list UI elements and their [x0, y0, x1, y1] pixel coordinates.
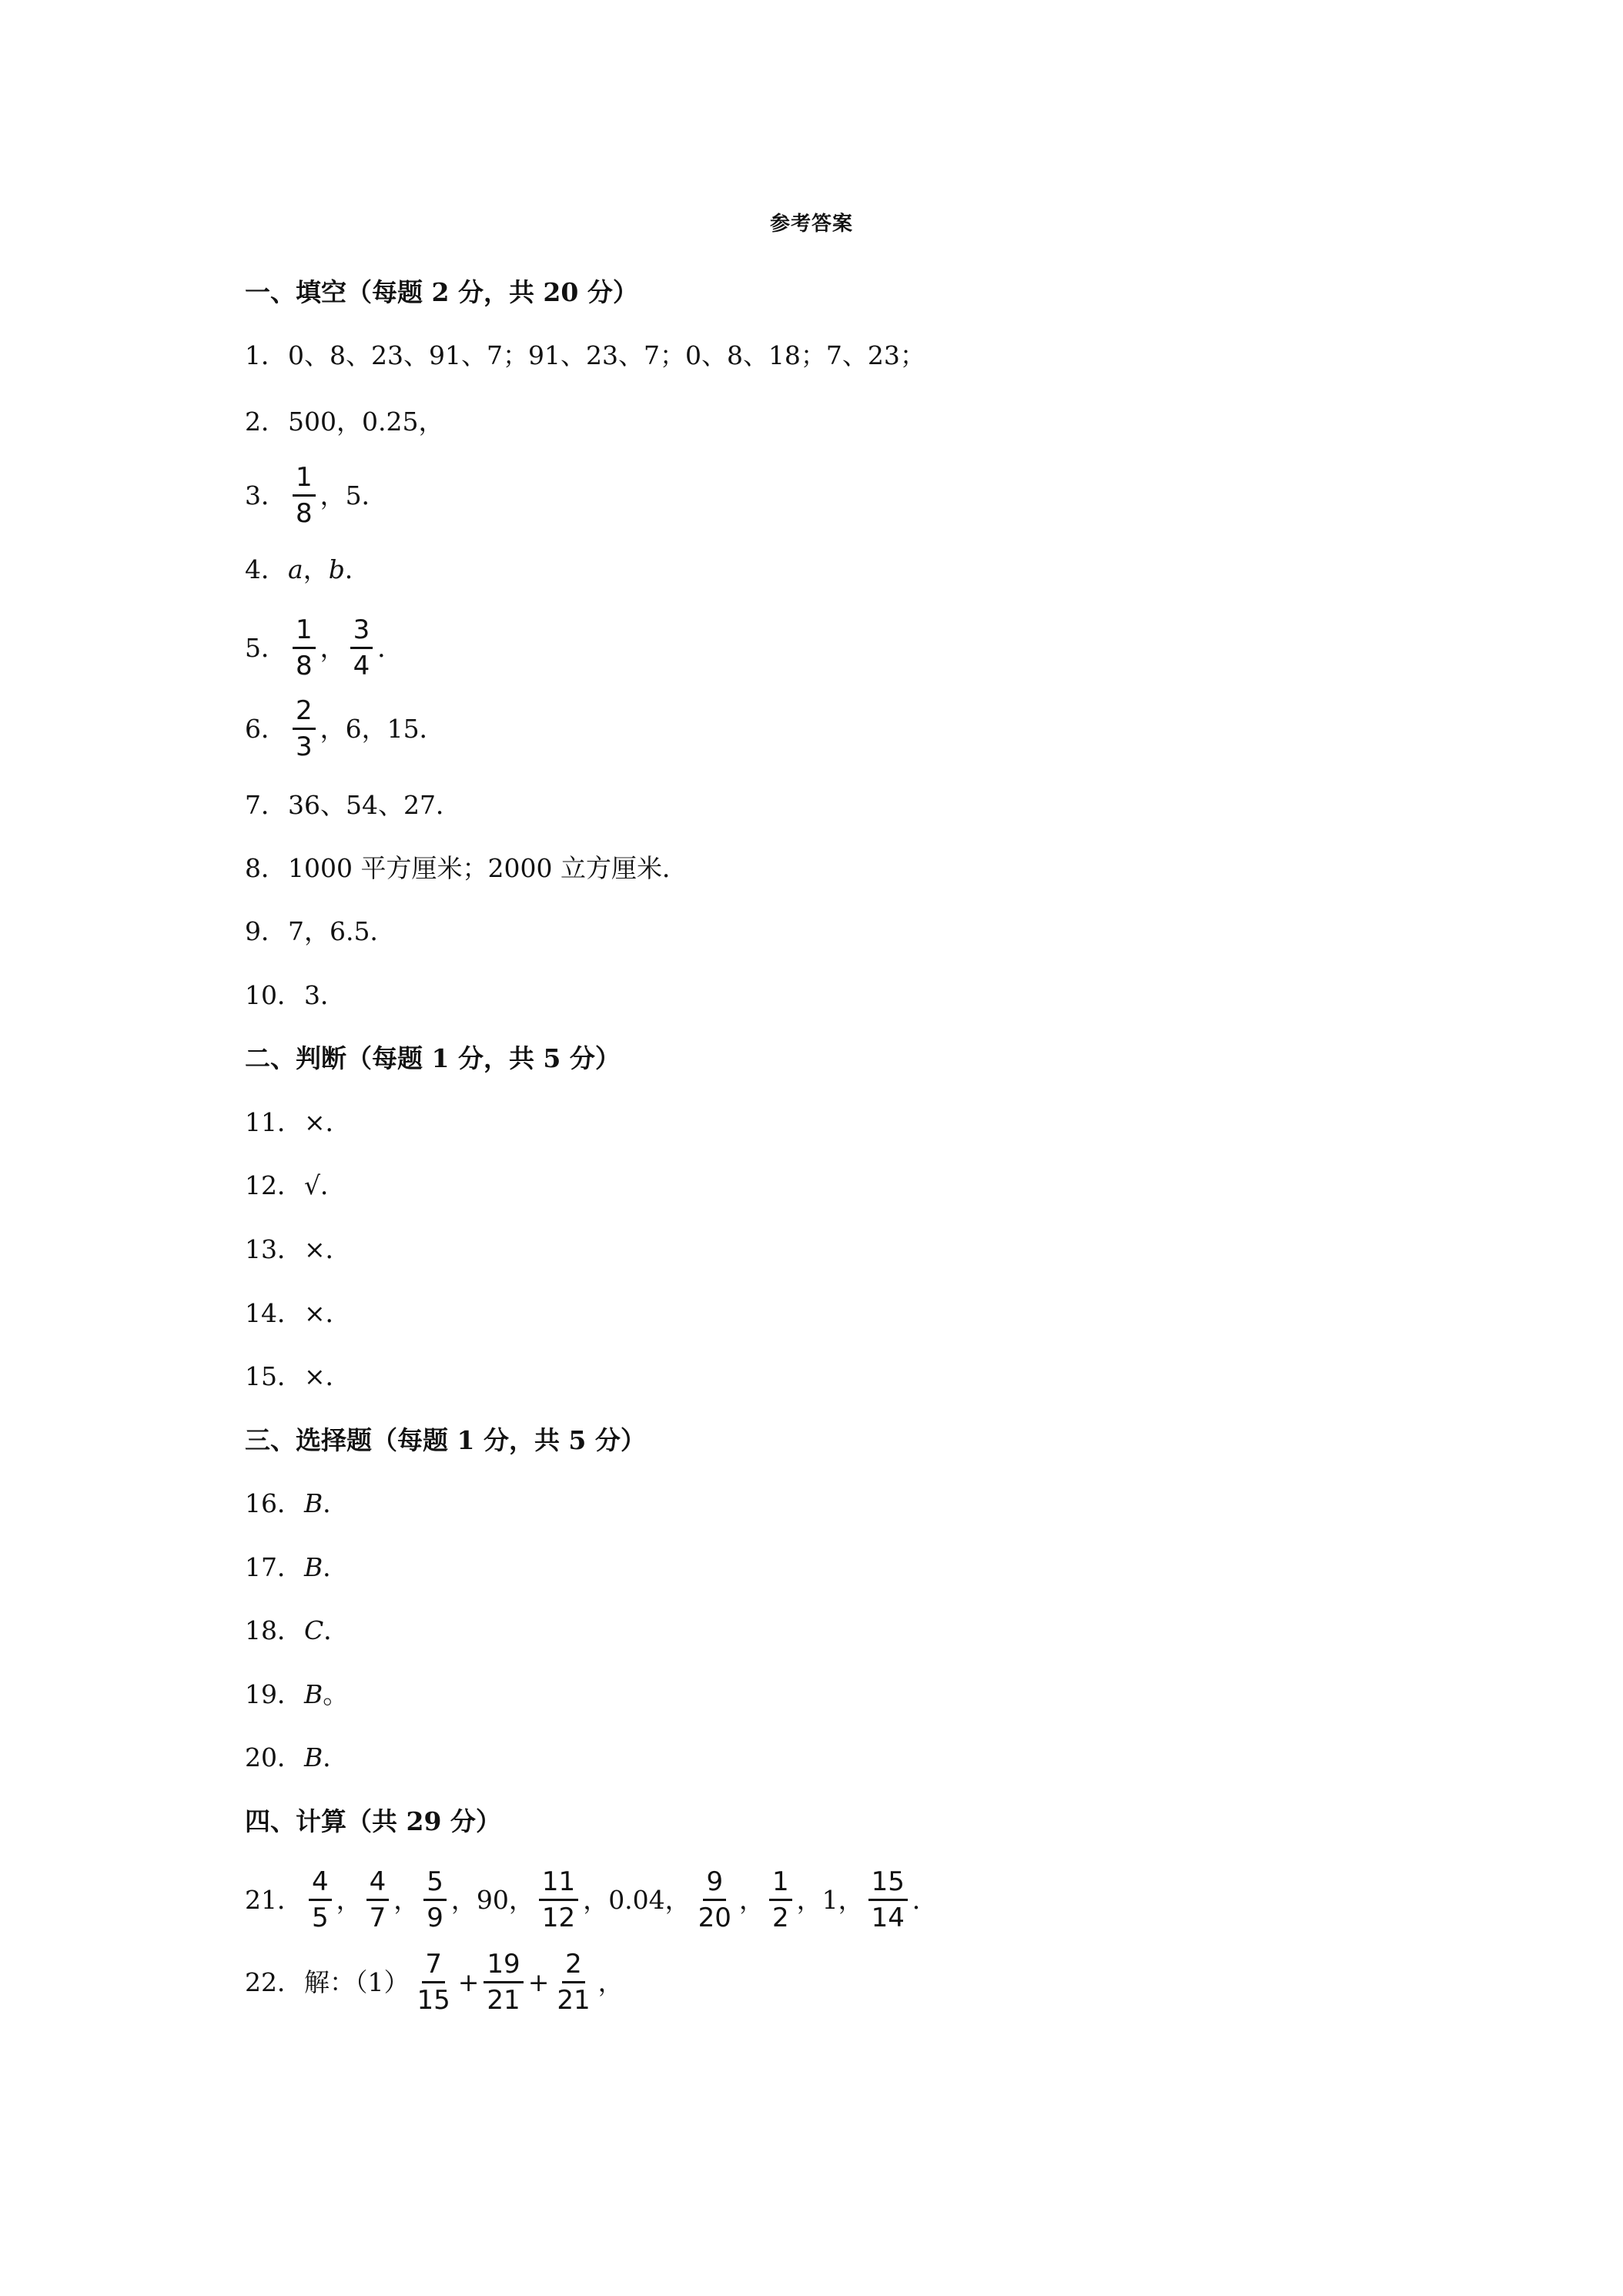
answer-number: 2． — [245, 407, 286, 437]
end-mark: ． — [323, 1742, 349, 1772]
numerator: 3 — [350, 614, 373, 649]
answer-number: 11． — [245, 1107, 303, 1137]
denominator: 5 — [312, 1903, 329, 1933]
fraction — [554, 1949, 593, 2016]
answer-number: 7． — [245, 790, 286, 820]
answer-17 — [245, 1552, 348, 1583]
answer-text: √． — [304, 1170, 346, 1200]
denominator: 21 — [557, 1985, 591, 2016]
answer-14 — [245, 1298, 351, 1329]
answer-number: 17． — [245, 1552, 303, 1582]
variable-b: b — [328, 554, 345, 584]
answer-9 — [245, 916, 395, 947]
answer-5 — [245, 614, 403, 681]
answer-number: 16． — [245, 1488, 303, 1518]
numerator: 19 — [484, 1949, 523, 1983]
numerator: 7 — [422, 1949, 445, 1983]
numerator: 1 — [293, 614, 316, 649]
fraction — [769, 1866, 792, 1933]
separator: ， — [320, 632, 346, 663]
answer-7 — [245, 790, 461, 821]
choice-letter: B — [304, 1552, 323, 1582]
numerator: 5 — [423, 1866, 447, 1901]
answer-number: 1． — [245, 340, 286, 370]
numerator: 1 — [769, 1866, 792, 1901]
denominator: 12 — [541, 1903, 576, 1933]
section-heading-calculation: 四、计算（共 29 分） — [245, 1806, 501, 1836]
answer-text: ，0.04， — [583, 1884, 691, 1915]
fraction — [423, 1866, 447, 1933]
section-heading-true-false: 二、判断（每题 1 分，共 5 分） — [245, 1043, 621, 1073]
fraction — [484, 1949, 523, 2016]
answer-number: 18． — [245, 1615, 303, 1645]
separator: ， — [738, 1884, 765, 1915]
answer-number: 22． — [245, 1966, 303, 1997]
answer-text: ，6，15． — [320, 713, 445, 744]
denominator: 9 — [427, 1903, 443, 1933]
denominator: 4 — [353, 651, 370, 681]
separator: ， — [303, 554, 329, 584]
answer-text: 7，6.5． — [288, 916, 396, 946]
fraction — [350, 614, 373, 681]
answer-number: 14． — [245, 1298, 303, 1328]
choice-letter: C — [304, 1615, 324, 1645]
denominator: 21 — [487, 1985, 520, 2016]
answer-text: 1000 平方厘米；2000 立方厘米． — [288, 853, 688, 883]
separator: ， — [336, 1884, 362, 1915]
answer-number: 6． — [245, 713, 286, 744]
answer-3 — [245, 462, 387, 529]
answer-22 — [245, 1949, 624, 2016]
denominator: 3 — [296, 731, 313, 762]
answer-number: 15． — [245, 1361, 303, 1391]
answer-text: ×． — [304, 1298, 351, 1328]
answer-4 — [245, 554, 370, 585]
fraction — [366, 1866, 390, 1933]
choice-letter: B — [304, 1488, 323, 1518]
end-mark: ． — [323, 1488, 349, 1518]
answer-2 — [245, 407, 443, 437]
section-heading-multiple-choice: 三、选择题（每题 1 分，共 5 分） — [245, 1425, 646, 1455]
answer-text: ，1， — [796, 1884, 864, 1915]
answer-number: 4． — [245, 554, 286, 584]
answer-text: ，90， — [450, 1884, 534, 1915]
denominator: 2 — [771, 1903, 789, 1933]
answer-text: ×． — [304, 1234, 351, 1264]
fraction — [293, 695, 316, 762]
answer-20 — [245, 1742, 348, 1773]
answer-18 — [245, 1615, 349, 1646]
denominator: 8 — [296, 651, 313, 681]
answer-12 — [245, 1170, 346, 1201]
numerator: 4 — [309, 1866, 332, 1901]
end-mark: ， — [597, 1966, 624, 1997]
numerator: 1 — [293, 462, 316, 497]
fraction — [309, 1866, 332, 1933]
numerator: 4 — [366, 1866, 390, 1901]
answer-13 — [245, 1234, 351, 1265]
denominator: 7 — [369, 1903, 387, 1933]
denominator: 15 — [417, 1985, 450, 2016]
answer-number: 19． — [245, 1679, 303, 1709]
section-heading-fill-blank: 一、填空（每题 2 分，共 20 分） — [245, 277, 638, 307]
answer-16 — [245, 1488, 348, 1519]
numerator: 2 — [562, 1949, 585, 1983]
end-mark: ． — [323, 1615, 350, 1645]
answer-number: 12． — [245, 1170, 303, 1200]
fraction — [414, 1949, 453, 2016]
answer-text: 0、8、23、91、7；91、23、7；0、8、18；7、23； — [288, 340, 925, 370]
fraction — [695, 1866, 735, 1933]
end-mark: ． — [912, 1884, 938, 1915]
variable-a: a — [288, 554, 303, 584]
plus-sign: + — [457, 1966, 480, 1997]
answer-11 — [245, 1107, 351, 1138]
end-mark: 。 — [323, 1679, 349, 1709]
answer-10 — [245, 980, 346, 1011]
denominator: 20 — [698, 1903, 731, 1933]
answer-number: 3． — [245, 480, 286, 510]
answer-text: ×． — [304, 1361, 351, 1391]
answer-number: 20． — [245, 1742, 303, 1772]
numerator: 15 — [868, 1866, 908, 1901]
end-mark: ． — [323, 1552, 349, 1582]
denominator: 14 — [871, 1903, 905, 1933]
numerator: 2 — [293, 695, 316, 730]
fraction — [868, 1866, 908, 1933]
answer-number: 10． — [245, 980, 303, 1010]
page-title: 参考答案 — [769, 213, 853, 236]
choice-letter: B — [304, 1742, 323, 1772]
answer-21 — [245, 1866, 938, 1933]
answer-15 — [245, 1361, 351, 1392]
numerator: 9 — [703, 1866, 726, 1901]
answer-text: ，5． — [320, 480, 387, 510]
end-mark: ． — [344, 554, 370, 584]
answer-number: 8． — [245, 853, 286, 883]
answer-number: 9． — [245, 916, 286, 946]
answer-number: 13． — [245, 1234, 303, 1264]
numerator: 11 — [539, 1866, 578, 1901]
answer-text: 3． — [304, 980, 346, 1010]
answer-number: 21． — [245, 1884, 303, 1915]
fraction — [293, 462, 316, 529]
answer-number: 5． — [245, 632, 286, 663]
end-mark: ． — [377, 632, 403, 663]
fraction — [539, 1866, 578, 1933]
answer-text: 36、54、27． — [288, 790, 461, 820]
denominator: 8 — [296, 498, 313, 529]
answer-19 — [245, 1679, 348, 1710]
fraction — [293, 614, 316, 681]
answer-text: ×． — [304, 1107, 351, 1137]
answer-text: 500，0.25， — [288, 407, 444, 437]
answer-6 — [245, 695, 445, 762]
answer-prefix: 解：（1） — [304, 1966, 410, 1997]
answer-8 — [245, 853, 688, 884]
answer-1 — [245, 340, 925, 371]
separator: ， — [393, 1884, 420, 1915]
choice-letter: B — [304, 1679, 323, 1709]
plus-sign: + — [527, 1966, 550, 1997]
